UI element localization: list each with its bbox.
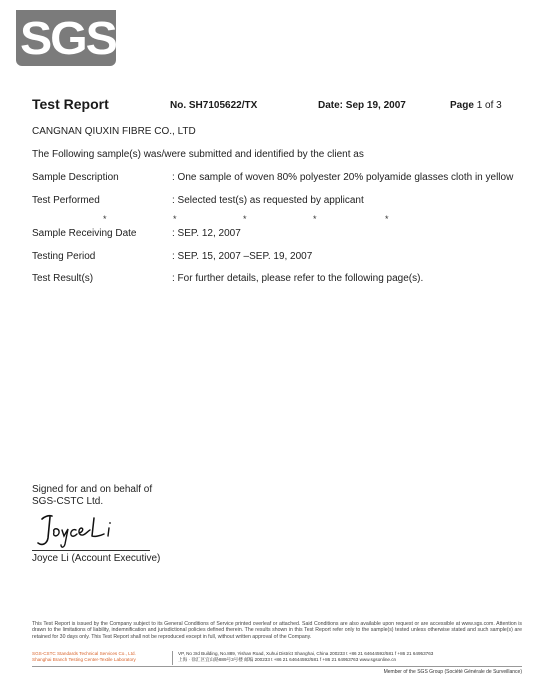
member-of-group: Member of the SGS Group (Société Générale de Surveillance) (383, 669, 522, 675)
separator-dot: * (385, 214, 389, 224)
field-value: : SEP. 12, 2007 (172, 228, 241, 239)
signature-line (32, 550, 150, 551)
footer-address-left (32, 651, 136, 663)
signing-company: SGS-CSTC Ltd. (32, 496, 104, 507)
page-indicator (450, 100, 502, 111)
signatory-name: Joyce Li (Account Executive) (32, 553, 161, 564)
separator-dot: * (313, 214, 317, 224)
company-name: CANGNAN QIUXIN FIBRE CO., LTD (32, 126, 196, 137)
company-legal-name: SGS-CSTC Standards Technical Services Co., Ltd. (32, 651, 136, 656)
separator-dot: * (243, 214, 247, 224)
field-value: : For further details, please refer to the following page(s). (172, 273, 424, 284)
address-en: VP, No 3rd Building, No.889, Yishan Road, Xuhui District Shanghai, China 200233 t +86 21 64644592/581 f +86 21 64953763 (178, 651, 434, 656)
footer-divider (172, 651, 173, 665)
signature-block-intro (32, 484, 152, 508)
handwritten-signature (34, 510, 144, 550)
branch-name: Shanghai Branch Testing Center-Textile Laboratory (32, 657, 136, 662)
sgs-logo-text: SGS (20, 12, 116, 64)
report-date: Date: Sep 19, 2007 (318, 100, 406, 111)
sgs-logo (16, 10, 116, 66)
field-label: Sample Receiving Date (32, 228, 137, 239)
page-prefix: Page (450, 100, 477, 111)
field-value: : SEP. 15, 2007 –SEP. 19, 2007 (172, 251, 313, 262)
field-label: Test Performed (32, 195, 100, 206)
footer-disclaimer: This Test Report is issued by the Company subject to its General Conditions of Service printed overleaf or attached. Said Conditions are also available upon request or are accessible at www.sgs.com. Attention is drawn to the limitations of liability, indemnification and jurisdictional policies defined therein. The results shown in this Test Report refer only to the sample(s) tested unless otherwise stated and such sample(s) are retained for 30 days only. This Test Report shall not be reproduced except in full, without written approval of the Company. (32, 621, 522, 640)
address-cn: 上海 · 徐汇区宜山路889号3号楼 邮编 200233 t +86 21 64644592/581 f +86 21 64953763 www.sgsonline.cn (178, 657, 397, 662)
signed-on-behalf-text: Signed for and on behalf of (32, 484, 153, 495)
intro-text: The Following sample(s) was/were submitted and identified by the client as (32, 149, 364, 160)
field-label: Testing Period (32, 251, 96, 262)
field-value: : Selected test(s) as requested by applicant (172, 195, 364, 206)
separator-dot: * (103, 214, 107, 224)
field-label: Sample Description (32, 172, 119, 183)
separator-dot: * (173, 214, 177, 224)
page-number: 1 of 3 (476, 100, 502, 111)
report-title: Test Report (32, 96, 109, 112)
footer-address-right (178, 651, 433, 663)
field-value: : One sample of woven 80% polyester 20% polyamide glasses cloth in yellow (172, 172, 514, 183)
report-number: No. SH7105622/TX (170, 100, 258, 111)
footer-address (32, 651, 522, 665)
field-label: Test Result(s) (32, 273, 94, 284)
footer-rule (32, 666, 522, 667)
